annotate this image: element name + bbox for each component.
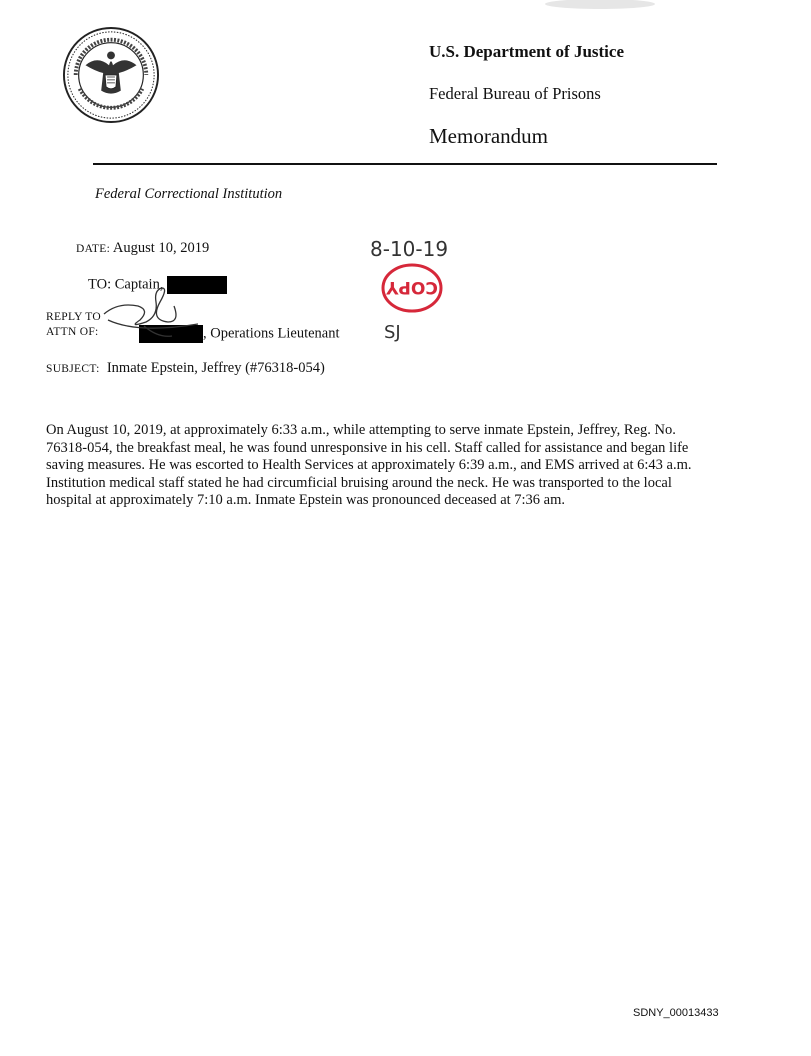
- date-value: August 10, 2019: [112, 240, 210, 256]
- copy-stamp: [380, 262, 444, 314]
- attn-of-label: ATTN OF:: [46, 326, 99, 338]
- bates-number: SDNY_00013433: [633, 1007, 719, 1019]
- document-type: Memorandum: [429, 124, 548, 148]
- doj-seal-icon: [62, 26, 160, 124]
- stamp-text: COPY: [386, 277, 438, 297]
- subject-label: SUBJECT:: [46, 363, 100, 375]
- memo-body: [46, 422, 746, 510]
- date-label: DATE:: [76, 243, 111, 255]
- subject-row: [46, 360, 325, 377]
- attn-value: , Operations Lieutenant: [203, 325, 340, 342]
- to-value: Captain,: [114, 276, 164, 293]
- handwritten-initials: [382, 318, 422, 344]
- institution-name: Federal Correctional Institution: [95, 186, 283, 202]
- scan-smudge: [540, 0, 660, 14]
- department-name: U.S. Department of Justice: [429, 42, 624, 61]
- body-line: Institution medical staff stated he had circumficial bruising around the neck. He was transported to the local: [46, 474, 672, 491]
- body-line: saving measures. He was escorted to Health Services at approximately 6:39 a.m., and EMS arrived at 6:43 a.m.: [46, 457, 692, 473]
- reply-to-label: REPLY TO: [46, 311, 102, 323]
- bureau-name: Federal Bureau of Prisons: [429, 84, 601, 103]
- date-row: [76, 240, 209, 257]
- body-line: 76318-054, the breakfast meal, he was found unresponsive in his cell. Staff called for assistance and began life: [46, 439, 689, 456]
- subject-value: Inmate Epstein, Jeffrey (#76318-054): [106, 360, 325, 376]
- signature-scribble: [98, 276, 208, 346]
- handwritten-date-text: 8-10-19: [370, 237, 449, 261]
- to-label: TO:: [88, 276, 112, 293]
- body-line: hospital at approximately 7:10 a.m. Inmate Epstein was pronounced deceased at 7:36 am.: [46, 492, 566, 508]
- header-divider: [93, 163, 717, 165]
- initials-text: SJ: [384, 322, 401, 343]
- body-line: On August 10, 2019, at approximately 6:33 a.m., while attempting to serve inmate Epstein, Jeffrey, Reg. No.: [46, 422, 676, 438]
